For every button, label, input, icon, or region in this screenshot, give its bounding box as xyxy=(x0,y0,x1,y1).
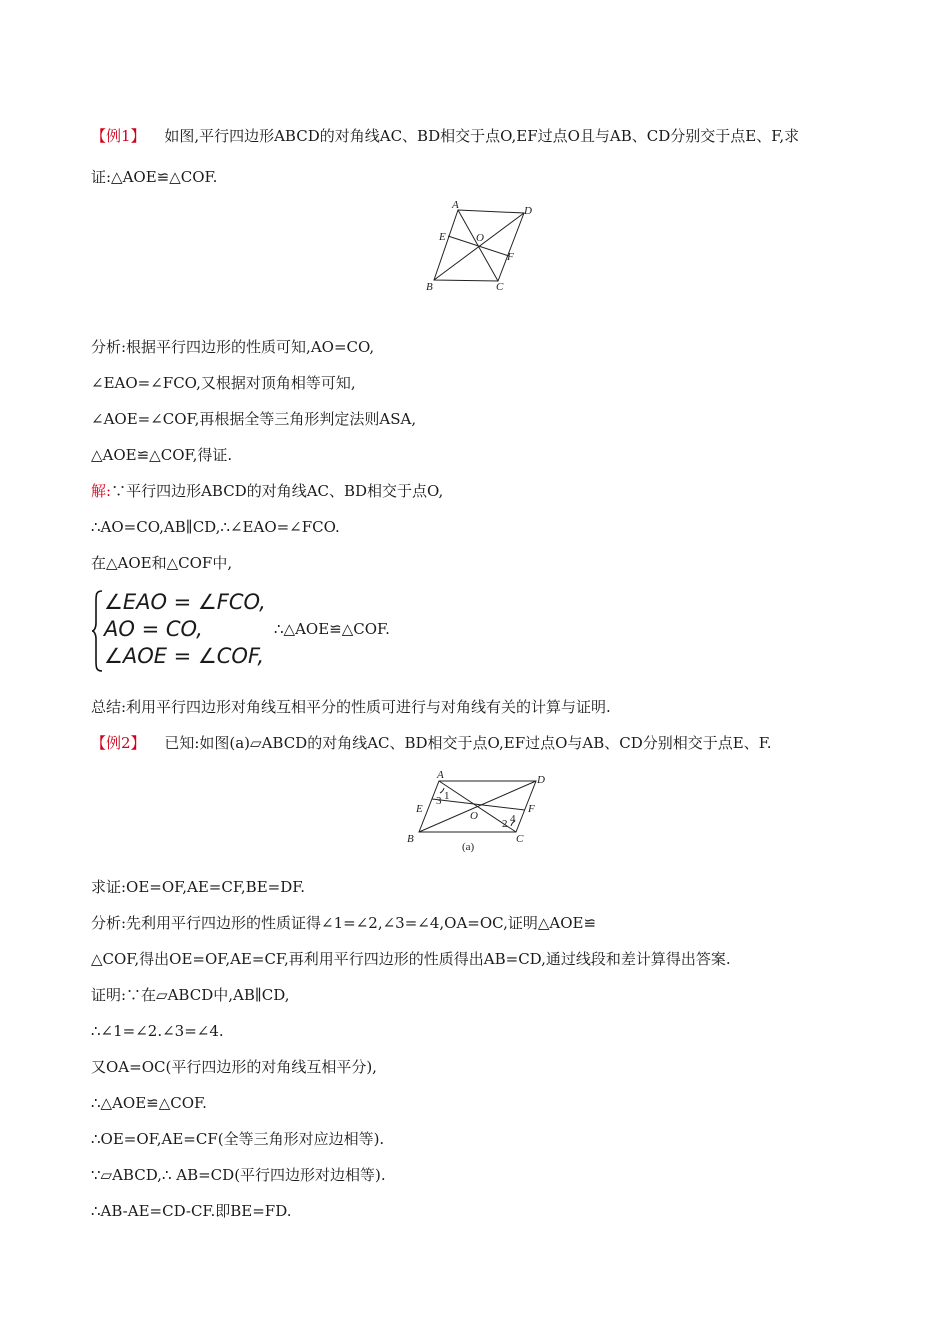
left-brace xyxy=(91,589,103,673)
equation-1: ∠EAO = ∠FCO, xyxy=(104,590,266,614)
example2-figure xyxy=(398,766,558,856)
label-D: D xyxy=(537,774,545,786)
proof-line-7: ∴AB-AE=CD-CF.即BE=FD. xyxy=(91,1202,292,1220)
solution-line-3: 在△AOE和△COF中, xyxy=(91,554,233,572)
figure-caption: (a) xyxy=(462,841,475,853)
example2-tag: 【例2】 xyxy=(91,734,146,752)
label-F: F xyxy=(528,803,535,815)
label-B: B xyxy=(426,281,433,293)
example2-analysis-line-2: △COF,得出OE=OF,AE=CF,再利用平行四边形的性质得出AB=CD,通过线段和差计算得出答案. xyxy=(91,950,731,968)
system-conclusion: ∴△AOE≌△COF. xyxy=(274,620,390,638)
proof-line-5: ∴OE=OF,AE=CF(全等三角形对应边相等). xyxy=(91,1130,385,1148)
analysis-line-3: ∠AOE=∠COF,再根据全等三角形判定法则ASA, xyxy=(91,410,417,428)
label-A: A xyxy=(452,199,459,211)
proof-line-4: ∴△AOE≌△COF. xyxy=(91,1094,207,1112)
label-D: D xyxy=(524,205,532,217)
label-C: C xyxy=(496,281,504,293)
solution-line-2: ∴AO=CO,AB∥CD,∴∠EAO=∠FCO. xyxy=(91,518,340,536)
example1-summary: 总结:利用平行四边形对角线互相平分的性质可进行与对角线有关的计算与证明. xyxy=(91,698,611,716)
angle-label-1: 1 xyxy=(444,790,450,802)
example2-analysis-line-1: 分析:先利用平行四边形的性质证得∠1=∠2,∠3=∠4,OA=OC,证明△AOE≌ xyxy=(91,914,597,932)
example1-problem-line1: 【例1】 如图,平行四边形ABCD的对角线AC、BD相交于点O,EF过点O且与AB、CD分别交于点E、F,求 xyxy=(91,127,800,145)
label-E: E xyxy=(439,231,446,243)
label-E: E xyxy=(416,803,423,815)
proof-line-3: 又OA=OC(平行四边形的对角线互相平分), xyxy=(91,1058,377,1076)
solution-line-1: 解:∵平行四边形ABCD的对角线AC、BD相交于点O, xyxy=(91,482,444,500)
analysis-line-1: 分析:根据平行四边形的性质可知,AO=CO, xyxy=(91,338,375,356)
example1-tag: 【例1】 xyxy=(91,127,146,145)
equation-system xyxy=(91,589,471,673)
system-equations xyxy=(104,589,266,670)
proof-line-2: ∴∠1=∠2.∠3=∠4. xyxy=(91,1022,224,1040)
solution-label: 解: xyxy=(91,482,112,500)
label-O: O xyxy=(470,810,478,822)
proof-line-1: 证明:∵在▱ABCD中,AB∥CD, xyxy=(91,986,290,1004)
label-F: F xyxy=(507,251,514,263)
example1-problem-line2: 证:△AOE≌△COF. xyxy=(91,168,218,186)
proof-line-6: ∵▱ABCD,∴ AB=CD(平行四边形对边相等). xyxy=(91,1166,386,1184)
label-B: B xyxy=(407,833,414,845)
analysis-line-4: △AOE≌△COF,得证. xyxy=(91,446,233,464)
equation-2: AO = CO, xyxy=(104,617,203,641)
label-A: A xyxy=(437,769,444,781)
example2-prove: 求证:OE=OF,AE=CF,BE=DF. xyxy=(91,878,306,896)
label-C: C xyxy=(516,833,524,845)
example2-problem: 【例2】 已知:如图(a)▱ABCD的对角线AC、BD相交于点O,EF过点O与AB、CD分别相交于点E、F. xyxy=(91,734,772,752)
analysis-line-2: ∠EAO=∠FCO,又根据对顶角相等可知, xyxy=(91,374,356,392)
angle-label-3: 3 xyxy=(436,795,442,807)
equation-3: ∠AOE = ∠COF, xyxy=(104,644,265,668)
label-O: O xyxy=(476,232,484,244)
angle-label-2: 2 xyxy=(502,818,508,830)
example1-figure xyxy=(420,198,540,298)
angle-label-4: 4 xyxy=(510,813,516,825)
